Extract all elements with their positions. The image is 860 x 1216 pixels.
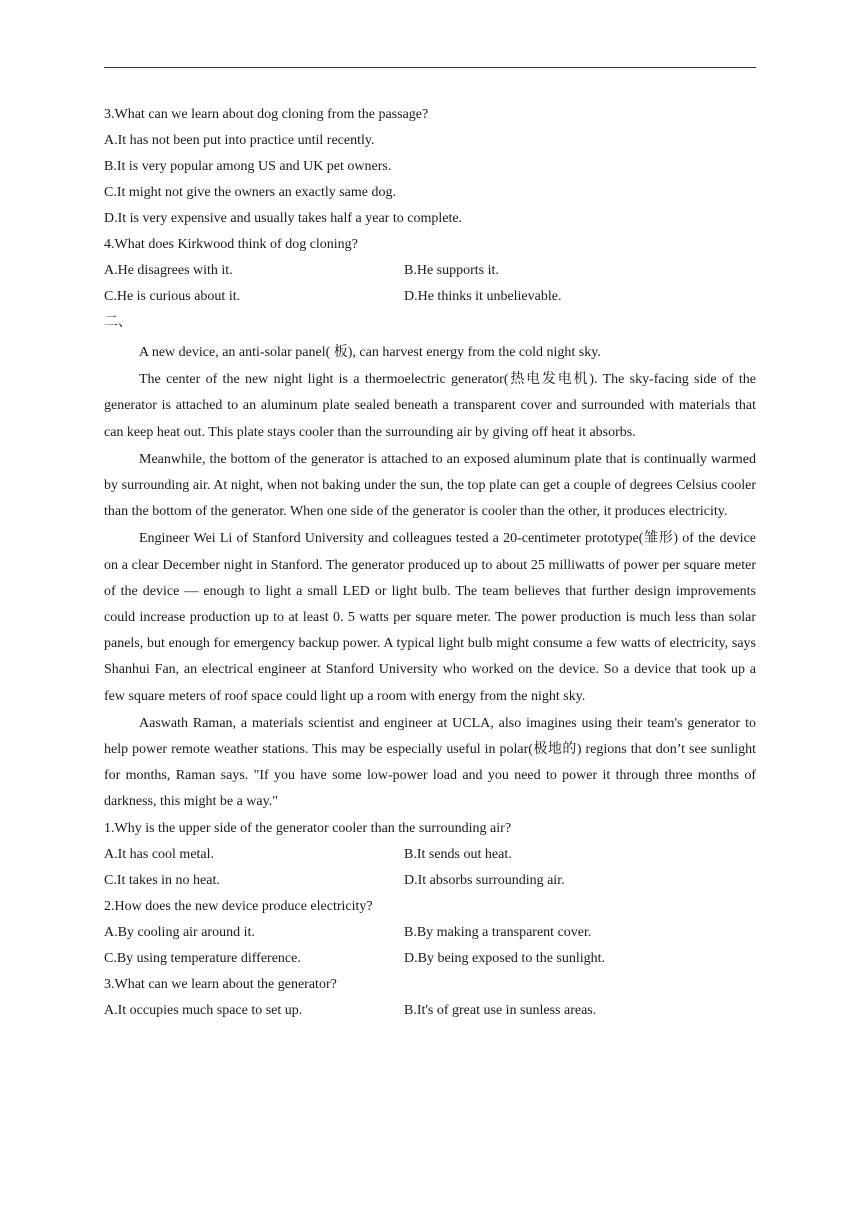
options-row	[104, 920, 756, 946]
question-text: 2.How does the new device produce electricity?	[104, 898, 373, 914]
section-label: 二、	[104, 315, 132, 330]
question-text: 3.What can we learn about the generator?	[104, 976, 337, 992]
option-d: D.It is very expensive and usually takes half a year to complete.	[104, 211, 463, 226]
options-row	[104, 868, 756, 894]
option-a: A.He disagrees with it.	[104, 263, 233, 278]
options-row	[104, 998, 756, 1024]
document-content	[104, 102, 756, 1024]
passage-paragraph: A new device, an anti-solar panel( 板), can harvest energy from the cold night sky.	[139, 345, 601, 360]
options-row	[104, 842, 756, 868]
option-c: C.It takes in no heat.	[104, 872, 220, 888]
question-text: 4.What does Kirkwood think of dog cloning?	[104, 237, 358, 252]
option-d: D.He thinks it unbelievable.	[404, 289, 562, 304]
option-c: C.It might not give the owners an exactly same dog.	[104, 185, 396, 200]
option-b: B.It sends out heat.	[404, 846, 512, 862]
option-a: A.By cooling air around it.	[104, 924, 255, 940]
option-a: A.It occupies much space to set up.	[104, 1002, 303, 1018]
option-a: A.It has cool metal.	[104, 846, 215, 862]
option-d: D.It absorbs surrounding air.	[404, 872, 565, 888]
passage-paragraph: Engineer Wei Li of Stanford University and colleagues tested a 20-centimeter prototype(雏形) of the device on a clear December night in Stanford. The generator produced up to about 25 milliwatts of power per square meter of the device — enough to light a small LED or light bulb. The team believes that further design improvements could increase production up to at least 0. 5 watts per square meter. The power production is much less than solar panels, but enough for emergency backup power. A typical light bulb might consume a few watts of electricity, says Shanhui Fan, an electrical engineer at Stanford University who worked on the device. So a device that took up a few square meters of roof space could light up a room with energy from the night sky.	[104, 531, 756, 704]
passage-paragraph: Meanwhile, the bottom of the generator is attached to an exposed aluminum plate that is continually warmed by surrounding air. At night, when not baking under the sun, the top plate can get a couple of degrees Celsius cooler than the bottom of the generator. When one side of the generator is cooler than the other, it produces electricity.	[104, 451, 756, 520]
option-a: A.It has not been put into practice until recently.	[104, 133, 375, 148]
options-row	[104, 284, 756, 310]
question-text: 3.What can we learn about dog cloning from the passage?	[104, 107, 429, 122]
option-c: C.By using temperature difference.	[104, 950, 301, 966]
option-b: B.It is very popular among US and UK pet owners.	[104, 159, 392, 174]
question-text: 1.Why is the upper side of the generator cooler than the surrounding air?	[104, 820, 512, 836]
header-rule	[104, 67, 756, 68]
passage-paragraph: Aaswath Raman, a materials scientist and engineer at UCLA, also imagines using their team's generator to help power remote weather stations. This may be especially useful in polar(极地的) regions that don’t see sunlight for months, Raman says. "If you have some low-power load and you need to power it through three months of darkness, this might be a way."	[104, 715, 756, 810]
passage-paragraph: The center of the new night light is a thermoelectric generator(热电发电机). The sky-facing side of the generator is attached to an aluminum plate sealed beneath a transparent cover and surrounded with materials that can keep heat out. This plate stays cooler than the surrounding air by giving off heat it absorbs.	[104, 372, 756, 440]
option-b: B.By making a transparent cover.	[404, 924, 592, 940]
option-b: B.It's of great use in sunless areas.	[404, 1002, 597, 1018]
options-row	[104, 946, 756, 972]
option-c: C.He is curious about it.	[104, 289, 241, 304]
option-b: B.He supports it.	[404, 263, 499, 278]
options-row	[104, 258, 756, 284]
option-d: D.By being exposed to the sunlight.	[404, 950, 606, 966]
